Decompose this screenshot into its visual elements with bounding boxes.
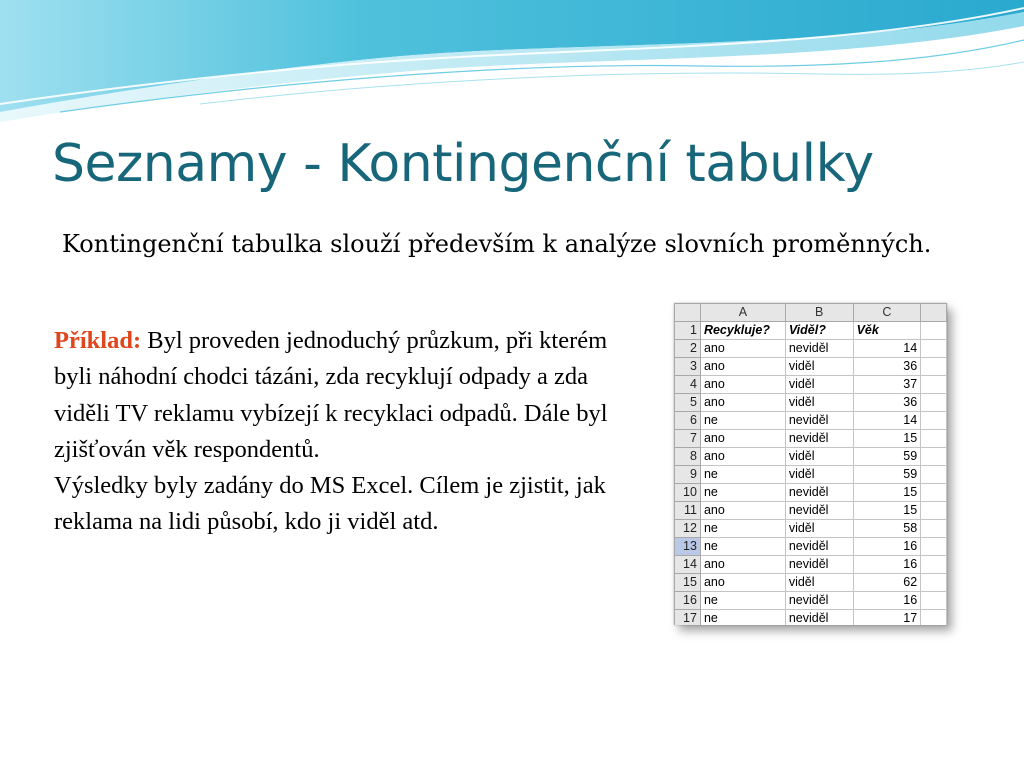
table-row bbox=[675, 466, 947, 484]
cell-header-videl: Viděl? bbox=[785, 322, 853, 340]
row-number: 8 bbox=[675, 448, 701, 466]
table-row bbox=[675, 538, 947, 556]
cell-empty bbox=[921, 574, 947, 592]
cell-recykluje: ano bbox=[700, 340, 785, 358]
cell-empty bbox=[921, 430, 947, 448]
cell-vek: 36 bbox=[853, 358, 921, 376]
row-number: 10 bbox=[675, 484, 701, 502]
cell-videl: viděl bbox=[785, 376, 853, 394]
excel-screenshot bbox=[674, 303, 947, 625]
row-number: 9 bbox=[675, 466, 701, 484]
cell-videl: neviděl bbox=[785, 502, 853, 520]
cell-vek: 59 bbox=[853, 466, 921, 484]
cell-empty bbox=[921, 502, 947, 520]
slide-title: Seznamy - Kontingenční tabulky bbox=[52, 134, 874, 194]
example-text-block bbox=[54, 323, 624, 468]
column-header-c: C bbox=[853, 304, 921, 322]
cell-recykluje: ne bbox=[700, 466, 785, 484]
cell-empty bbox=[921, 358, 947, 376]
cell-vek: 58 bbox=[853, 520, 921, 538]
cell-empty bbox=[921, 322, 947, 340]
row-number: 4 bbox=[675, 376, 701, 394]
row-number: 12 bbox=[675, 520, 701, 538]
corner-cell bbox=[675, 304, 701, 322]
spreadsheet-table bbox=[674, 303, 947, 625]
cell-recykluje: ne bbox=[700, 610, 785, 626]
example-label: Příklad: bbox=[54, 327, 142, 354]
row-number: 1 bbox=[675, 322, 701, 340]
table-row bbox=[675, 502, 947, 520]
cell-recykluje: ano bbox=[700, 448, 785, 466]
cell-empty bbox=[921, 340, 947, 358]
row-number: 3 bbox=[675, 358, 701, 376]
cell-videl: viděl bbox=[785, 574, 853, 592]
cell-recykluje: ano bbox=[700, 430, 785, 448]
result-text: Výsledky byly zadány do MS Excel. Cílem je zjistit, jak reklama na lidi působí, kdo ji viděl atd. bbox=[54, 472, 606, 536]
example-text: Byl proveden jednoduchý průzkum, při kterém byli náhodní chodci tázáni, zda recyklují odpady a zda viděli TV reklamu vybízejí k recyklaci odpadů. Dále byl zjišťován věk respondentů. bbox=[54, 327, 608, 463]
cell-vek: 36 bbox=[853, 394, 921, 412]
table-row bbox=[675, 358, 947, 376]
row-number: 6 bbox=[675, 412, 701, 430]
column-header-row bbox=[675, 304, 947, 322]
row-number: 13 bbox=[675, 538, 701, 556]
cell-videl: viděl bbox=[785, 520, 853, 538]
column-header-b: B bbox=[785, 304, 853, 322]
cell-videl: neviděl bbox=[785, 412, 853, 430]
cell-vek: 15 bbox=[853, 502, 921, 520]
table-row bbox=[675, 556, 947, 574]
row-number: 2 bbox=[675, 340, 701, 358]
cell-recykluje: ano bbox=[700, 556, 785, 574]
cell-header-vek: Věk bbox=[853, 322, 921, 340]
row-number: 17 bbox=[675, 610, 701, 626]
table-row bbox=[675, 574, 947, 592]
cell-vek: 37 bbox=[853, 376, 921, 394]
cell-recykluje: ano bbox=[700, 394, 785, 412]
cell-empty bbox=[921, 394, 947, 412]
row-number: 11 bbox=[675, 502, 701, 520]
cell-header-recykluje: Recykluje? bbox=[700, 322, 785, 340]
cell-vek: 62 bbox=[853, 574, 921, 592]
cell-videl: neviděl bbox=[785, 484, 853, 502]
cell-videl: neviděl bbox=[785, 430, 853, 448]
cell-vek: 59 bbox=[853, 448, 921, 466]
cell-recykluje: ano bbox=[700, 376, 785, 394]
cell-videl: viděl bbox=[785, 448, 853, 466]
cell-videl: neviděl bbox=[785, 592, 853, 610]
cell-vek: 17 bbox=[853, 610, 921, 626]
table-row bbox=[675, 520, 947, 538]
cell-recykluje: ne bbox=[700, 592, 785, 610]
table-row bbox=[675, 430, 947, 448]
row-number: 15 bbox=[675, 574, 701, 592]
table-row bbox=[675, 610, 947, 626]
table-row bbox=[675, 394, 947, 412]
cell-vek: 16 bbox=[853, 538, 921, 556]
cell-recykluje: ne bbox=[700, 484, 785, 502]
cell-recykluje: ano bbox=[700, 502, 785, 520]
table-header-row bbox=[675, 322, 947, 340]
cell-videl: neviděl bbox=[785, 556, 853, 574]
cell-empty bbox=[921, 412, 947, 430]
cell-recykluje: ne bbox=[700, 538, 785, 556]
cell-vek: 15 bbox=[853, 430, 921, 448]
cell-vek: 14 bbox=[853, 340, 921, 358]
example-paragraph bbox=[54, 323, 624, 541]
table-row bbox=[675, 592, 947, 610]
row-number: 5 bbox=[675, 394, 701, 412]
cell-recykluje: ano bbox=[700, 358, 785, 376]
column-header-a: A bbox=[700, 304, 785, 322]
cell-empty bbox=[921, 520, 947, 538]
intro-bullet: Kontingenční tabulka slouží především k analýze slovních proměnných. bbox=[62, 230, 932, 258]
cell-videl: viděl bbox=[785, 358, 853, 376]
cell-vek: 15 bbox=[853, 484, 921, 502]
cell-empty bbox=[921, 538, 947, 556]
cell-empty bbox=[921, 556, 947, 574]
table-row bbox=[675, 484, 947, 502]
cell-videl: viděl bbox=[785, 466, 853, 484]
decorative-waves bbox=[0, 0, 1024, 130]
cell-videl: neviděl bbox=[785, 340, 853, 358]
cell-empty bbox=[921, 592, 947, 610]
cell-videl: viděl bbox=[785, 394, 853, 412]
cell-empty bbox=[921, 466, 947, 484]
row-number: 16 bbox=[675, 592, 701, 610]
row-number: 7 bbox=[675, 430, 701, 448]
table-row bbox=[675, 376, 947, 394]
cell-videl: neviděl bbox=[785, 538, 853, 556]
cell-videl: neviděl bbox=[785, 610, 853, 626]
row-number: 14 bbox=[675, 556, 701, 574]
cell-vek: 16 bbox=[853, 556, 921, 574]
table-row bbox=[675, 340, 947, 358]
table-row bbox=[675, 412, 947, 430]
column-header-d bbox=[921, 304, 947, 322]
cell-empty bbox=[921, 610, 947, 626]
cell-empty bbox=[921, 484, 947, 502]
cell-empty bbox=[921, 448, 947, 466]
cell-empty bbox=[921, 376, 947, 394]
cell-recykluje: ano bbox=[700, 574, 785, 592]
cell-vek: 16 bbox=[853, 592, 921, 610]
cell-recykluje: ne bbox=[700, 412, 785, 430]
cell-vek: 14 bbox=[853, 412, 921, 430]
table-row bbox=[675, 448, 947, 466]
cell-recykluje: ne bbox=[700, 520, 785, 538]
